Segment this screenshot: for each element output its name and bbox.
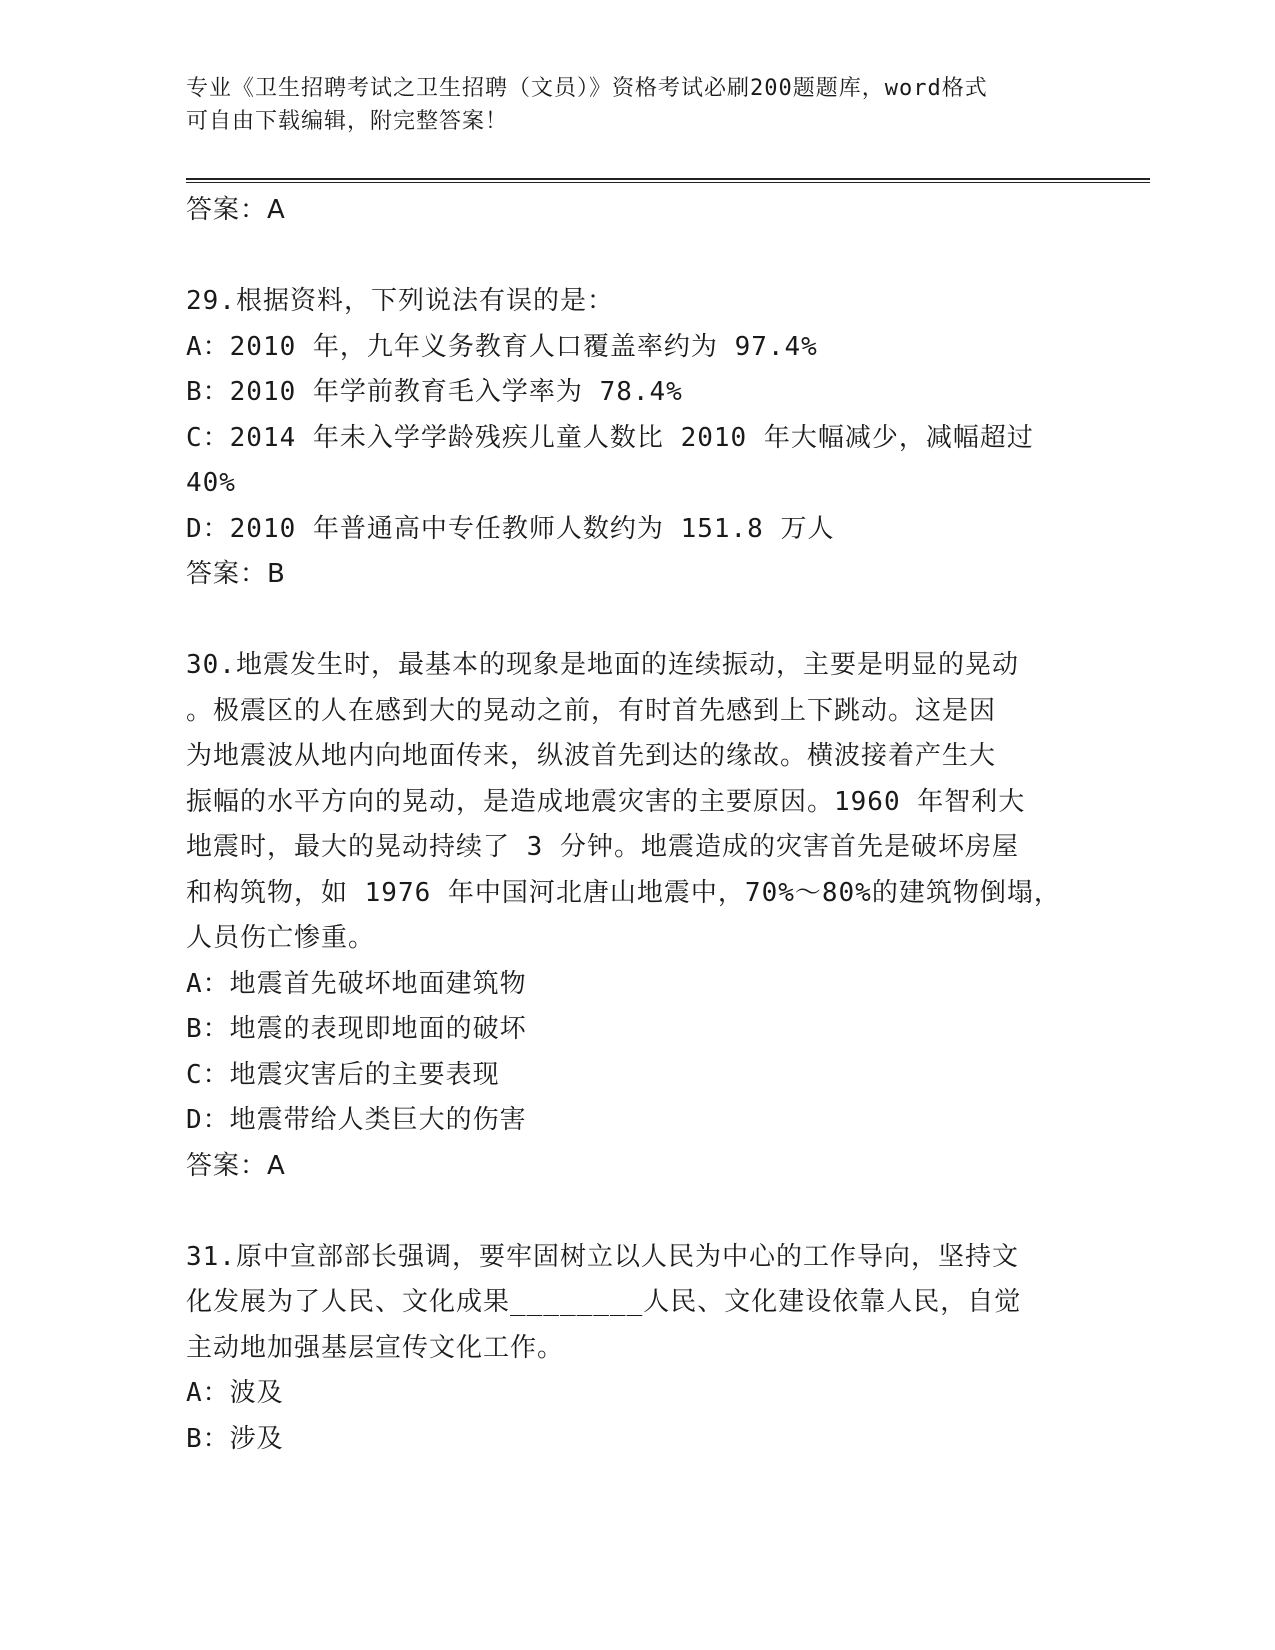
- question-30-answer: 答案：A: [186, 1150, 286, 1181]
- question-31: [186, 1235, 1086, 1463]
- question-31-stem-line: 31.原中宣部部长强调，要牢固树立以人民为中心的工作导向，坚持文: [186, 1241, 1019, 1272]
- question-31-stem-line: 主动地加强基层宣传文化工作。: [186, 1332, 565, 1363]
- question-29: [186, 279, 1086, 598]
- question-30-stem-line: 。极震区的人在感到大的晃动之前，有时首先感到上下跳动。这是因: [186, 695, 997, 726]
- question-30-option-b: B：地震的表现即地面的破坏: [186, 1014, 527, 1044]
- question-30-stem-line: 人员伤亡惨重。: [186, 923, 376, 953]
- header-divider-thick: [186, 178, 1150, 180]
- question-29-option-c-line-1: C：2014 年未入学学龄残疾儿童人数比 2010 年大幅减少，减幅超过: [186, 422, 1034, 453]
- question-30-option-a: A：地震首先破坏地面建筑物: [186, 968, 527, 999]
- header-line-2: 可自由下载编辑，附完整答案！: [186, 109, 509, 134]
- spacer: [186, 1189, 1086, 1235]
- spacer: [186, 598, 1086, 644]
- question-31-option-a: A：波及: [186, 1378, 284, 1408]
- question-30-stem-line: 30.地震发生时，最基本的现象是地面的连续振动，主要是明显的晃动: [186, 650, 1019, 680]
- question-30-stem-line: 地震时，最大的晃动持续了 3 分钟。地震造成的灾害首先是破坏房屋: [186, 832, 1019, 862]
- question-29-option-c-line-2: 40%: [186, 468, 236, 498]
- question-31-stem-line: 化发展为了人民、文化成果________人民、文化建设依靠人民，自觉: [186, 1287, 1022, 1317]
- question-29-answer: 答案：B: [186, 559, 286, 589]
- question-29-option-d: D：2010 年普通高中专任教师人数约为 151.8 万人: [186, 513, 835, 544]
- header-line-1: 专业《卫生招聘考试之卫生招聘（文员）》资格考试必刷200题题库，word格式: [186, 76, 988, 101]
- question-29-option-b: B：2010 年学前教育毛入学率为 78.4%: [186, 377, 683, 407]
- page-header: [186, 72, 1066, 138]
- question-30-stem-line: 振幅的水平方向的晃动，是造成地震灾害的主要原因。1960 年智利大: [186, 786, 1026, 817]
- answer-28: 答案：A: [186, 195, 286, 225]
- question-31-option-b: B：涉及: [186, 1423, 284, 1454]
- question-30-option-c: C：地震灾害后的主要表现: [186, 1059, 500, 1090]
- question-30-option-d: D：地震带给人类巨大的伤害: [186, 1105, 527, 1135]
- question-29-stem: 29.根据资料，下列说法有误的是：: [186, 286, 614, 316]
- question-30: [186, 643, 1086, 1189]
- spacer: [186, 234, 1086, 280]
- question-30-stem-line: 和构筑物，如 1976 年中国河北唐山地震中，70%～80%的建筑物倒塌，: [186, 877, 1061, 908]
- question-29-option-a: A：2010 年，九年义务教育人口覆盖率约为 97.4%: [186, 331, 818, 362]
- question-30-stem-line: 为地震波从地内向地面传来，纵波首先到达的缘故。横波接着产生大: [186, 741, 997, 771]
- header-divider-thin: [186, 182, 1150, 183]
- document-body: [186, 188, 1086, 1462]
